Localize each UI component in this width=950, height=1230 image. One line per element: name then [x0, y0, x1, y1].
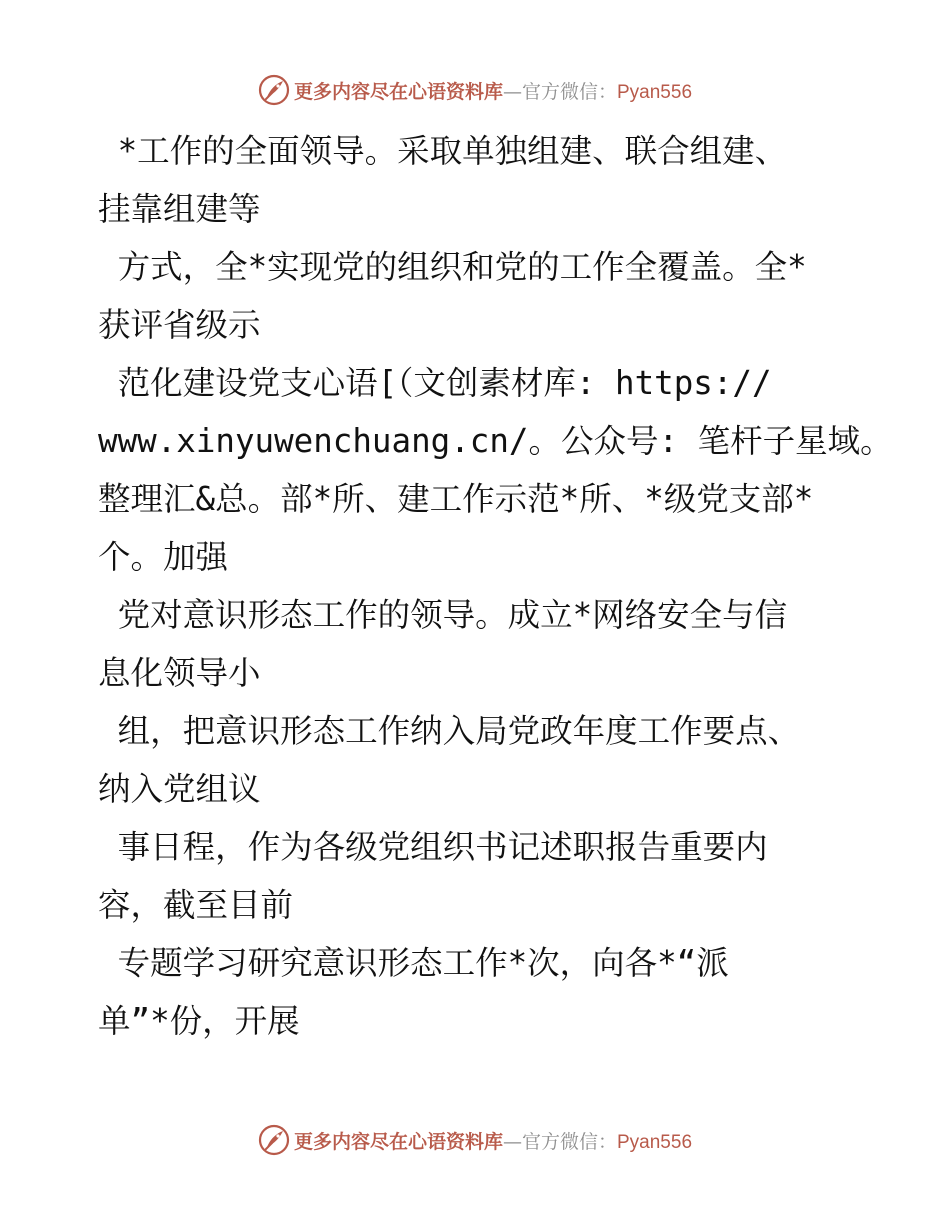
wechat-id: Pyan556 — [617, 1131, 693, 1153]
text-line: 纳入党组议 — [98, 770, 261, 808]
text-line: 整理汇&总。部*所、建工作示范*所、*级党支部* — [98, 480, 814, 518]
wechat-label: 官方微信： — [521, 1130, 617, 1153]
banner-text — [294, 1127, 692, 1154]
site-name: 更多内容尽在心语资料库 — [293, 80, 503, 103]
text-line: 组，把意识形态工作纳入局党政年度工作要点、 — [98, 712, 801, 750]
text-line: 党对意识形态工作的领导。成立*网络安全与信 — [98, 596, 788, 634]
text-line: www.xinyuwenchuang.cn/。公众号: 笔杆子星域。 — [98, 422, 893, 460]
banner-dash: — — [502, 80, 522, 103]
text-line: *工作的全面领导。采取单独组建、联合组建、 — [98, 132, 788, 170]
text-line: 方式，全*实现党的组织和党的工作全覆盖。全* — [98, 248, 807, 286]
banner-text — [294, 77, 692, 104]
text-line: 挂靠组建等 — [98, 190, 261, 228]
text-line: 获评省级示 — [98, 306, 261, 344]
quill-logo-icon — [258, 74, 290, 106]
wechat-id: Pyan556 — [617, 81, 693, 103]
text-line: 单”*份，开展 — [98, 1002, 300, 1040]
text-line: 个。加强 — [98, 538, 229, 576]
text-line: 范化建设党支心语[（文创素材库: https:// — [98, 364, 772, 402]
text-line: 专题学习研究意识形态工作*次，向各*“派 — [98, 944, 729, 982]
footer-banner — [0, 1120, 950, 1160]
text-line: 息化领导小 — [98, 654, 261, 692]
header-banner — [0, 70, 950, 110]
document-body — [98, 122, 893, 1050]
banner-dash: — — [502, 1130, 522, 1153]
text-line: 事日程，作为各级党组织书记述职报告重要内 — [98, 828, 768, 866]
text-line: 容，截至目前 — [98, 886, 294, 924]
site-name: 更多内容尽在心语资料库 — [293, 1130, 503, 1153]
quill-logo-icon — [258, 1124, 290, 1156]
wechat-label: 官方微信： — [521, 80, 617, 103]
